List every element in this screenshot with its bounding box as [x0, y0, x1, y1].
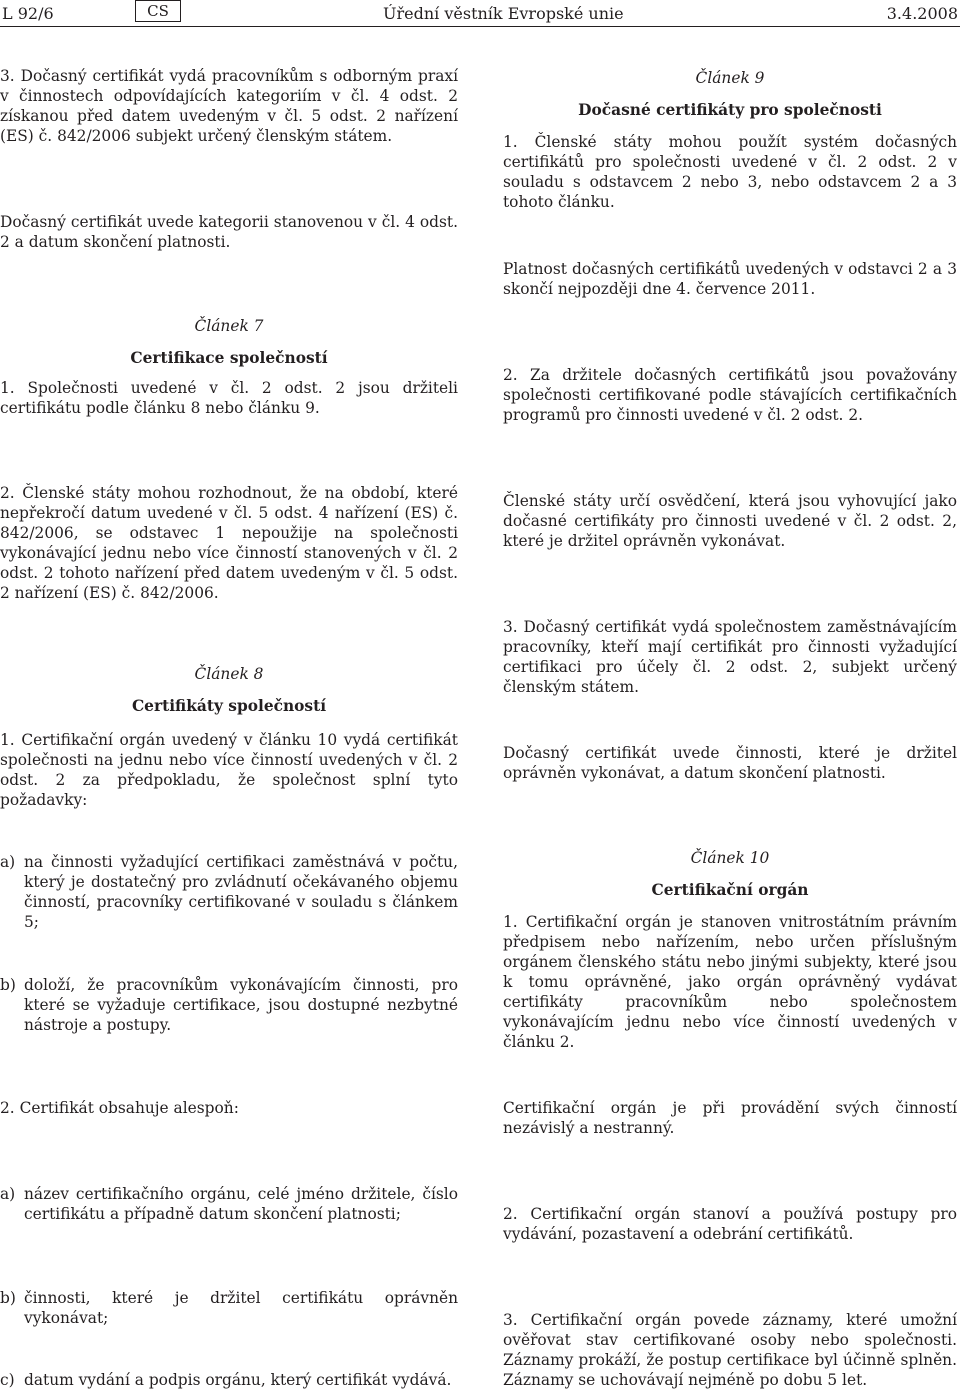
publication-date: 3.4.2008 [886, 4, 958, 23]
list-item-a: a) na činnosti vyžadující certifikaci zaměstnává v počtu, který je dostatečný pro zvládnutí očekávaného objemu činností, pracovníky certifikované v souladu s článkem 5; [0, 853, 458, 931]
left-paragraph-1: 3. Dočasný certifikát vydá pracovníkům s odborným praxí v činnostech odpovídajících kategoriím v čl. 4 odst. 2 získanou před datem uvedeným v čl. 5 odst. 2 nařízení (ES) č. 842/2006 subjekt určený členským státem. [0, 67, 458, 145]
journal-title: Úřední věstník Evropské unie [383, 4, 624, 23]
list-item-cert-c: c) datum vydání a podpis orgánu, který certifikát vydává. [0, 1371, 452, 1389]
right-paragraph-7: 1. Certifikační orgán je stanoven vnitrostátním právním předpisem nebo nařízením, nebo určen příslušným orgánem členského státu nebo jinými subjekty, které jsou k tomu oprávněné, jako orgán oprávněný vydávat certifikáty pracovníkům nebo společnostem vykonávajícím jednu nebo více činností uvedených v článku 2. [503, 913, 957, 1051]
right-paragraph-4: Členské státy určí osvědčení, která jsou vyhovující jako dočasné certifikáty pro činnosti uvedené v čl. 2 odst. 2, které je držitel oprávněn vykonávat. [503, 492, 957, 550]
article-9-number: Článek 9 [695, 69, 765, 87]
article-10-heading [503, 848, 957, 900]
list-item-cert-a: a) název certifikačního orgánu, celé jméno držitele, číslo certifikátu a případně datum skončení platnosti; [0, 1185, 458, 1223]
list-item-cert-b: b) činnosti, které je držitel certifikátu oprávněn vykonávat; [0, 1289, 458, 1327]
right-paragraph-2: Platnost dočasných certifikátů uvedených v odstavci 2 a 3 skončí nejpozději dne 4. července 2011. [503, 260, 957, 298]
language-badge: CS [135, 0, 181, 22]
article-8-number: Článek 8 [194, 665, 264, 683]
article-8-title: Certifikáty společností [131, 697, 327, 715]
header-divider [0, 26, 960, 27]
article-8-heading [0, 664, 458, 716]
right-paragraph-1: 1. Členské státy mohou použít systém dočasných certifikátů pro společnosti uvedené v čl. 2 odst. 2 v souladu s odstavcem 2 nebo 3, nebo odstavcem 2 a 3 tohoto článku. [503, 133, 957, 211]
article-10-number: Článek 10 [690, 849, 770, 867]
list-item-b: b) doloží, že pracovníkům vykonávajícím činnosti, pro které se vyžaduje certifikace, jsou dostupné nezbytné nástroje a postupy. [0, 976, 458, 1034]
right-paragraph-3: 2. Za držitele dočasných certifikátů jsou považovány společnosti certifikované podle stávajících certifikačních programů pro činnosti uvedené v čl. 2 odst. 2. [503, 366, 957, 424]
article-10-title: Certifikační orgán [651, 881, 809, 899]
article-7-number: Článek 7 [194, 317, 264, 335]
left-paragraph-2: Dočasný certifikát uvede kategorii stanovenou v čl. 4 odst. 2 a datum skončení platnosti. [0, 213, 458, 251]
right-paragraph-5: 3. Dočasný certifikát vydá společnostem zaměstnávajícím pracovníky, kteří mají certifikát pro činnosti vyžadující certifikaci pro účely čl. 2 odst. 2, subjekt určený členským státem. [503, 618, 957, 696]
right-paragraph-8: Certifikační orgán je při provádění svých činností nezávislý a nestranný. [503, 1099, 957, 1137]
article-9-heading [503, 68, 957, 120]
article-9-title: Dočasné certifikáty pro společnosti [578, 101, 882, 119]
left-paragraph-5: 1. Certifikační orgán uvedený v článku 10 vydá certifikát společnosti na jednu nebo více činností uvedených v čl. 2 odst. 2 za předpokladu, že společnost splní tyto požadavky: [0, 731, 458, 809]
article-7-heading [0, 316, 458, 368]
left-paragraph-4: 2. Členské státy mohou rozhodnout, že na období, které nepřekročí datum uvedené v čl. 5 odst. 4 nařízení (ES) č. 842/2006, se odstavec 1 nepoužije na společnosti vykonávající jednu nebo více činností stanovených v čl. 2 odst. 2 tohoto nařízení před datem uvedeným v čl. 5 odst. 2 nařízení (ES) č. 842/2006. [0, 484, 458, 602]
left-paragraph-3: 1. Společnosti uvedené v čl. 2 odst. 2 jsou držiteli certifikátu podle článku 8 nebo článku 9. [0, 379, 458, 417]
page-reference: L 92/6 [2, 4, 54, 23]
right-paragraph-10: 3. Certifikační orgán povede záznamy, které umožní ověřovat stav certifikované osoby nebo společnosti. Záznamy prokáží, že postup certifikace byl účinně splněn. Záznamy se uchovávají nejméně po dobu 5 let. [503, 1311, 957, 1389]
left-paragraph-6: 2. Certifikát obsahuje alespoň: [0, 1099, 239, 1117]
article-7-title: Certifikace společností [130, 349, 328, 367]
right-paragraph-9: 2. Certifikační orgán stanoví a používá postupy pro vydávání, pozastavení a odebrání certifikátů. [503, 1205, 957, 1243]
right-paragraph-6: Dočasný certifikát uvede činnosti, které je držitel oprávněn vykonávat, a datum skončení platnosti. [503, 744, 957, 782]
